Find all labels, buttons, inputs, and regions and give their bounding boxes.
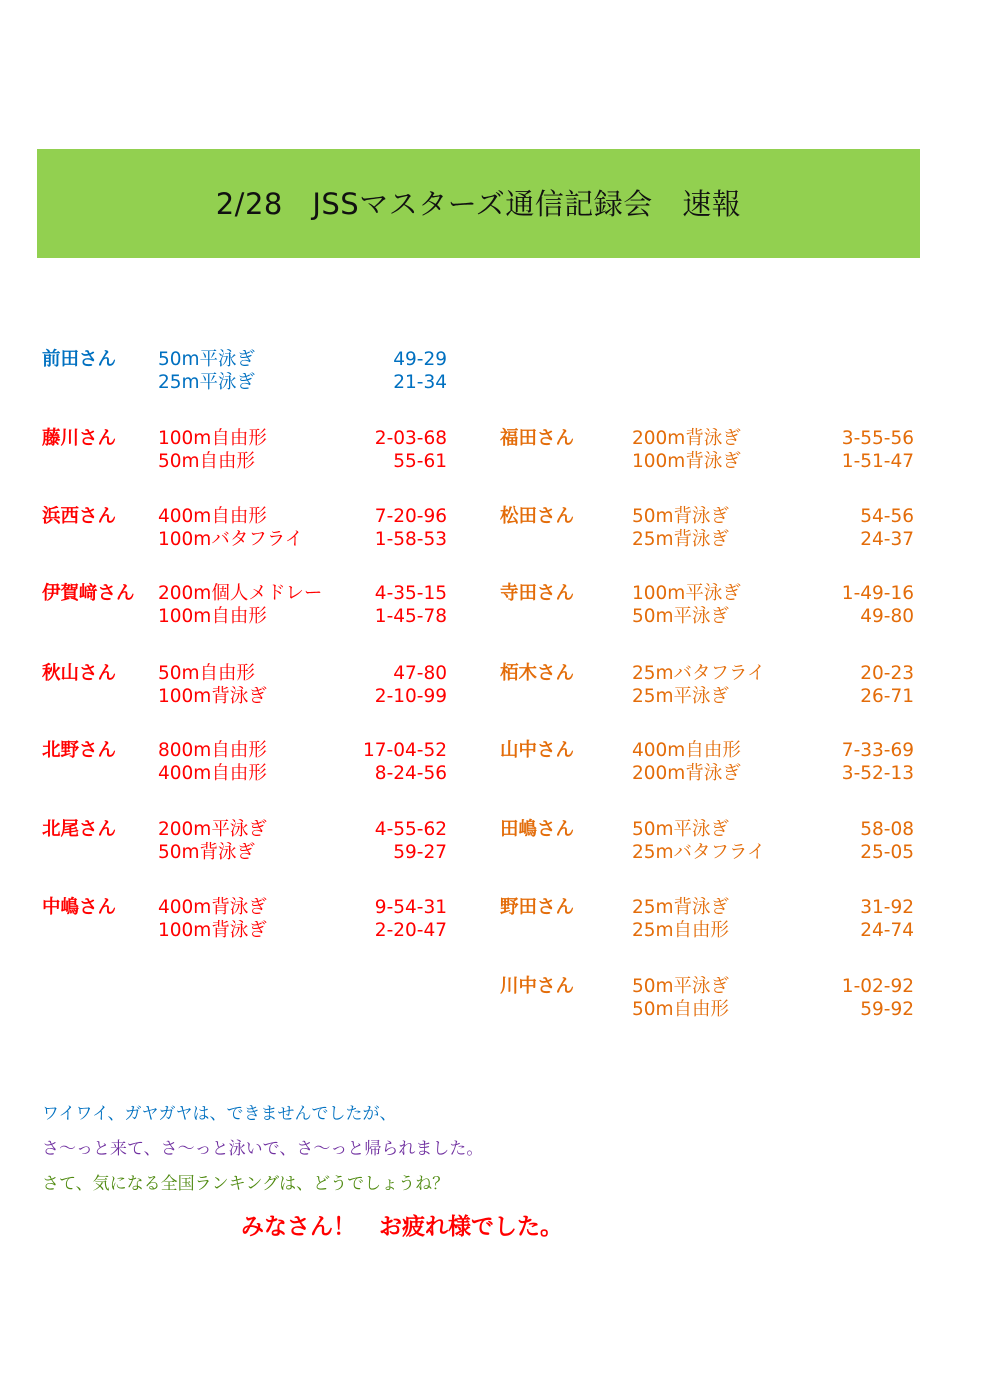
event-label: 50m自由形 (158, 451, 256, 472)
message-line-1: ワイワイ、ガヤガヤは、できませんでしたが、 (42, 1104, 397, 1124)
message-line-2: さ～っと来て、さ～っと泳いで、さ～っと帰られました。 (42, 1139, 484, 1159)
left-entry (42, 505, 447, 553)
record-time: 9-54-31 (374, 897, 447, 918)
event-label: 50m自由形 (632, 999, 730, 1020)
event-label: 50m平泳ぎ (158, 349, 256, 370)
record-time: 4-35-15 (374, 583, 447, 604)
swimmer-name: 川中さん (500, 976, 575, 997)
left-entry (42, 818, 447, 866)
record-time: 2-03-68 (374, 428, 447, 449)
event-label: 50m平泳ぎ (632, 606, 730, 627)
swimmer-name: 田嶋さん (500, 819, 575, 840)
event-label: 100m自由形 (158, 606, 267, 627)
swimmer-name: 伊賀﨑さん (42, 583, 135, 604)
swimmer-name: 山中さん (500, 740, 575, 761)
event-label: 100m自由形 (158, 428, 267, 449)
event-label: 50m背泳ぎ (632, 506, 730, 527)
event-label: 800m自由形 (158, 740, 267, 761)
record-time: 25-05 (860, 842, 914, 863)
record-time: 2-10-99 (374, 686, 447, 707)
event-label: 50m背泳ぎ (158, 842, 256, 863)
left-entry (42, 348, 447, 396)
record-time: 3-55-56 (841, 428, 914, 449)
swimmer-name: 野田さん (500, 897, 575, 918)
swimmer-name: 北野さん (42, 740, 117, 761)
closing-message: みなさん！ お疲れ様でした。 (241, 1214, 563, 1240)
event-label: 200m背泳ぎ (632, 763, 741, 784)
swimmer-name: 藤川さん (42, 428, 117, 449)
event-label: 50m平泳ぎ (632, 819, 730, 840)
swimmer-name: 中嶋さん (42, 897, 117, 918)
right-entry (500, 818, 914, 866)
event-label: 400m自由形 (158, 763, 267, 784)
swimmer-name: 福田さん (500, 428, 575, 449)
event-label: 100mバタフライ (158, 529, 304, 550)
record-time: 59-92 (860, 999, 914, 1020)
event-label: 50m平泳ぎ (632, 976, 730, 997)
record-time: 7-20-96 (374, 506, 447, 527)
record-time: 58-08 (860, 819, 914, 840)
event-label: 100m背泳ぎ (158, 920, 267, 941)
swimmer-name: 寺田さん (500, 583, 575, 604)
event-label: 25mバタフライ (632, 663, 766, 684)
record-time: 26-71 (860, 686, 914, 707)
swimmer-name: 前田さん (42, 349, 117, 370)
right-entry (500, 739, 914, 787)
record-time: 49-80 (860, 606, 914, 627)
record-time: 24-37 (860, 529, 914, 550)
record-time: 1-51-47 (841, 451, 914, 472)
record-time: 1-49-16 (841, 583, 914, 604)
event-label: 25m平泳ぎ (632, 686, 730, 707)
right-entry (500, 582, 914, 630)
record-time: 1-58-53 (374, 529, 447, 550)
left-entry (42, 739, 447, 787)
record-time: 8-24-56 (374, 763, 447, 784)
right-entry (500, 896, 914, 944)
swimmer-name: 松田さん (500, 506, 575, 527)
right-entry (500, 427, 914, 475)
title-banner (37, 149, 920, 258)
swimmer-name: 北尾さん (42, 819, 117, 840)
record-time: 49-29 (393, 349, 447, 370)
event-label: 25mバタフライ (632, 842, 766, 863)
record-time: 55-61 (393, 451, 447, 472)
right-entry (500, 662, 914, 710)
record-time: 54-56 (860, 506, 914, 527)
swimmer-name: 秋山さん (42, 663, 117, 684)
record-time: 1-45-78 (374, 606, 447, 627)
event-label: 100m平泳ぎ (632, 583, 741, 604)
right-entry (500, 505, 914, 553)
event-label: 25m背泳ぎ (632, 897, 730, 918)
swimmer-name: 浜西さん (42, 506, 117, 527)
event-label: 25m平泳ぎ (158, 372, 256, 393)
event-label: 200m平泳ぎ (158, 819, 267, 840)
record-time: 31-92 (860, 897, 914, 918)
event-label: 100m背泳ぎ (632, 451, 741, 472)
record-time: 2-20-47 (374, 920, 447, 941)
left-entry (42, 427, 447, 475)
record-time: 3-52-13 (841, 763, 914, 784)
left-entry (42, 896, 447, 944)
event-label: 25m背泳ぎ (632, 529, 730, 550)
event-label: 400m自由形 (632, 740, 741, 761)
event-label: 50m自由形 (158, 663, 256, 684)
record-time: 47-80 (393, 663, 447, 684)
event-label: 25m自由形 (632, 920, 730, 941)
record-time: 4-55-62 (374, 819, 447, 840)
event-label: 400m自由形 (158, 506, 267, 527)
record-time: 20-23 (860, 663, 914, 684)
event-label: 100m背泳ぎ (158, 686, 267, 707)
left-entry (42, 662, 447, 710)
event-label: 400m背泳ぎ (158, 897, 267, 918)
event-label: 200m背泳ぎ (632, 428, 741, 449)
message-line-3: さて、気になる全国ランキングは、どうでしょうね？ (42, 1174, 450, 1194)
record-time: 24-74 (860, 920, 914, 941)
swimmer-name: 栢木さん (500, 663, 575, 684)
page-title: 2/28 JSSマスターズ通信記録会 速報 (215, 187, 742, 221)
left-entry (42, 582, 447, 630)
right-entry (500, 975, 914, 1023)
record-time: 7-33-69 (841, 740, 914, 761)
record-time: 59-27 (393, 842, 447, 863)
event-label: 200m個人メドレー (158, 583, 323, 604)
record-time: 17-04-52 (363, 740, 447, 761)
record-time: 21-34 (393, 372, 447, 393)
record-time: 1-02-92 (841, 976, 914, 997)
